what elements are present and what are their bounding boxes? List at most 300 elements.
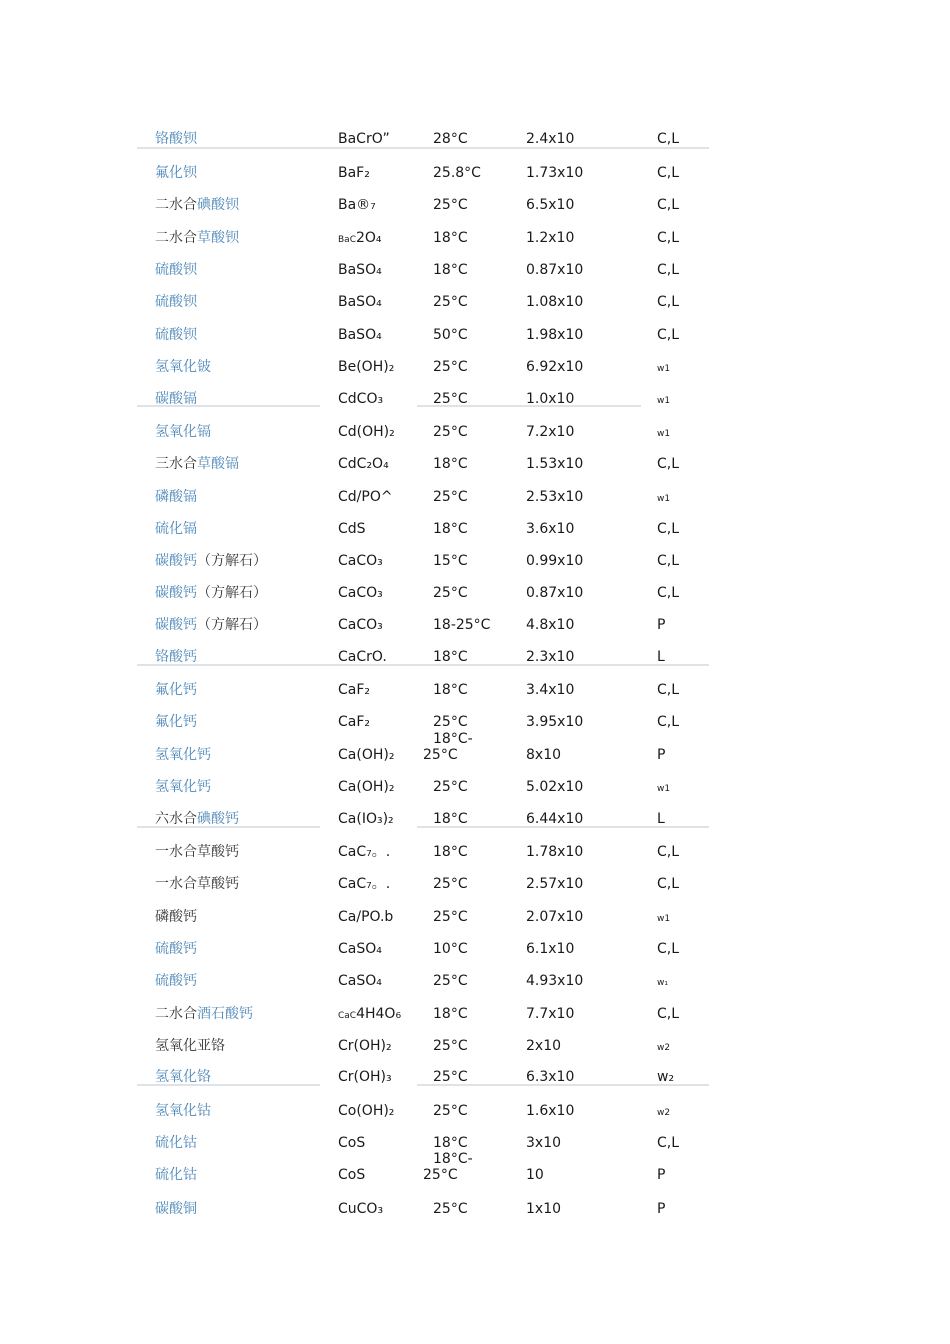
name-link-text: 铬酸钙 <box>155 649 197 665</box>
reference-text: w₂ <box>657 1069 675 1085</box>
temperature: 18°C <box>433 262 468 278</box>
formula-text: CuCO₃ <box>338 1201 384 1217</box>
reference-text: C,L <box>657 714 680 730</box>
ksp-value: 2.07x10 <box>526 909 584 925</box>
reference-code <box>657 747 665 763</box>
reference-text: C,L <box>657 262 680 278</box>
reference-text: C,L <box>657 1135 680 1151</box>
table-row <box>0 1069 950 1097</box>
reference-code <box>657 197 679 213</box>
name-prefix: 一水合草酸钙 <box>155 844 239 860</box>
reference-code <box>657 973 668 991</box>
reference-code <box>657 876 679 892</box>
table-row <box>0 1103 950 1131</box>
compound-name <box>155 811 239 827</box>
compound-name <box>155 424 211 440</box>
formula-text: CaCO₃ <box>338 585 383 601</box>
name-link-text: 氢氧化镉 <box>155 424 211 440</box>
formula-text: CdS <box>338 521 366 537</box>
ksp-value: 6.44x10 <box>526 811 584 827</box>
table-row <box>0 682 950 710</box>
reference-prefix: w <box>657 429 665 439</box>
chemical-formula <box>338 230 382 248</box>
compound-name <box>155 876 239 892</box>
reference-text: C,L <box>657 327 680 343</box>
name-link-text: 碳酸钙 <box>155 585 197 601</box>
compound-name <box>155 131 197 147</box>
formula-text: Ca(IO₃)₂ <box>338 811 394 827</box>
temperature: 18°C <box>433 521 468 537</box>
chemical-formula <box>338 327 382 343</box>
formula-text: CaSO₄ <box>338 941 382 957</box>
temperature: 25°C <box>433 294 468 310</box>
name-link-text: 草酸钡 <box>197 230 239 246</box>
name-link-text: 硫酸钙 <box>155 941 197 957</box>
compound-name <box>155 1167 197 1183</box>
reference-code <box>657 1135 679 1151</box>
temperature: 18°C <box>433 1006 468 1022</box>
temperature: 18°C <box>433 682 468 698</box>
reference-code <box>657 521 679 537</box>
name-link-text: 氢氧化钙 <box>155 747 211 763</box>
compound-name <box>155 294 197 310</box>
reference-code <box>657 714 679 730</box>
ksp-value: 1.53x10 <box>526 456 584 472</box>
temperature: 25°C <box>433 424 468 440</box>
compound-name <box>155 489 197 505</box>
reference-code <box>657 585 679 601</box>
ksp-value: 8x10 <box>526 747 562 763</box>
reference-code <box>657 909 670 927</box>
name-suffix: （方解石） <box>197 553 267 569</box>
temperature: 25°C <box>433 1069 468 1085</box>
compound-name <box>155 747 211 763</box>
chemical-formula <box>338 876 390 892</box>
temperature: 18°C <box>433 1135 468 1151</box>
table-row <box>0 1201 950 1229</box>
reference-text: 2 <box>664 1043 671 1053</box>
temperature: 25°C <box>433 197 468 213</box>
reference-prefix: w <box>657 784 665 794</box>
table-row <box>0 359 950 387</box>
chemical-formula <box>338 131 390 147</box>
table-row <box>0 617 950 645</box>
ksp-value: 3.4x10 <box>526 682 575 698</box>
formula-text: BaSO₄ <box>338 294 382 310</box>
name-suffix: （方解石） <box>197 617 267 633</box>
name-link-text: 硫酸钡 <box>155 327 197 343</box>
reference-code <box>657 1103 670 1121</box>
name-link-text: 碳酸钙 <box>155 617 197 633</box>
name-link-text: 硫酸钙 <box>155 973 197 989</box>
formula-text: BaCrO” <box>338 131 390 147</box>
reference-text: C,L <box>657 585 680 601</box>
ksp-value: 7.2x10 <box>526 424 575 440</box>
formula-text: 4H4O₆ <box>356 1006 402 1022</box>
name-link-text: 酒石酸钙 <box>197 1006 253 1022</box>
temperature: 18°C <box>433 649 468 665</box>
reference-code <box>657 1167 665 1183</box>
reference-code <box>657 359 670 377</box>
ksp-value: 1.6x10 <box>526 1103 575 1119</box>
name-link-text: 氟化钙 <box>155 714 197 730</box>
table-row <box>0 553 950 581</box>
ksp-value: 0.99x10 <box>526 553 584 569</box>
ksp-value: 1.98x10 <box>526 327 584 343</box>
ksp-value: 0.87x10 <box>526 262 584 278</box>
temperature: 18°C <box>433 844 468 860</box>
ksp-value: 1.73x10 <box>526 165 584 181</box>
formula-text: Ca/PO.b <box>338 909 394 925</box>
compound-name <box>155 617 267 633</box>
chemical-formula <box>338 165 370 181</box>
formula-text: CaC₇。. <box>338 876 391 892</box>
ksp-value: 1.0x10 <box>526 391 575 407</box>
ksp-value: 10 <box>526 1167 544 1183</box>
compound-name <box>155 1069 211 1085</box>
name-prefix: 一水合草酸钙 <box>155 876 239 892</box>
ksp-value: 2.57x10 <box>526 876 584 892</box>
temperature: 18°C <box>433 456 468 472</box>
reference-text: C,L <box>657 1006 680 1022</box>
ksp-value: 2.4x10 <box>526 131 575 147</box>
formula-text: Cr(OH)₃ <box>338 1069 392 1085</box>
table-row <box>0 1006 950 1034</box>
formula-prefix: BaC <box>338 235 356 245</box>
temperature-line-1: 18°C- <box>433 1151 473 1167</box>
reference-code <box>657 456 679 472</box>
ksp-value: 3.6x10 <box>526 521 575 537</box>
table-row <box>0 649 950 677</box>
table-row <box>0 131 950 159</box>
ksp-value: 1.08x10 <box>526 294 584 310</box>
reference-text: C,L <box>657 294 680 310</box>
compound-name <box>155 359 211 375</box>
chemical-formula <box>338 779 394 795</box>
name-prefix: 氢氧化亚铬 <box>155 1038 225 1054</box>
reference-code <box>657 131 679 147</box>
temperature: 25°C <box>433 1103 468 1119</box>
formula-text: BaF₂ <box>338 165 370 181</box>
reference-text: 1 <box>664 396 671 406</box>
reference-prefix: w <box>657 914 665 924</box>
reference-text: P <box>657 747 666 763</box>
chemical-formula <box>338 909 393 925</box>
chemical-formula <box>338 521 366 537</box>
chemical-formula <box>338 456 389 472</box>
name-link-text: 氟化钙 <box>155 682 197 698</box>
ksp-value: 7.7x10 <box>526 1006 575 1022</box>
formula-text: Ca(OH)₂ <box>338 747 395 763</box>
compound-name <box>155 779 211 795</box>
reference-code <box>657 489 670 507</box>
compound-name <box>155 1006 253 1022</box>
name-prefix: 磷酸钙 <box>155 909 197 925</box>
formula-text: BaSO₄ <box>338 327 382 343</box>
table-row <box>0 1135 950 1163</box>
reference-code <box>657 1201 665 1217</box>
table-row <box>0 876 950 904</box>
reference-text: 1 <box>664 494 671 504</box>
name-prefix: 二水合 <box>155 1006 197 1022</box>
formula-text: CdCO₃ <box>338 391 384 407</box>
formula-text: Ba®₇ <box>338 197 376 213</box>
formula-text: CaCO₃ <box>338 553 383 569</box>
chemical-formula <box>338 714 370 730</box>
chemical-formula <box>338 649 387 665</box>
reference-code <box>657 779 670 797</box>
formula-text: CoS <box>338 1167 366 1183</box>
compound-name <box>155 553 267 569</box>
compound-name <box>155 1038 225 1054</box>
chemical-formula <box>338 1167 365 1183</box>
reference-text: L <box>657 649 665 665</box>
temperature: 10°C <box>433 941 468 957</box>
chemical-formula <box>338 1006 401 1024</box>
compound-name <box>155 1103 211 1119</box>
chemical-formula <box>338 489 393 505</box>
reference-code <box>657 1006 679 1022</box>
chemical-formula <box>338 844 390 860</box>
compound-name <box>155 165 197 181</box>
table-row <box>0 165 950 193</box>
ksp-value: 5.02x10 <box>526 779 584 795</box>
formula-text: BaSO₄ <box>338 262 382 278</box>
formula-text: CoS <box>338 1135 366 1151</box>
name-link-text: 草酸镉 <box>197 456 239 472</box>
chemical-formula <box>338 294 382 310</box>
temperature: 15°C <box>433 553 468 569</box>
compound-name <box>155 909 197 925</box>
reference-text: C,L <box>657 131 680 147</box>
formula-text: CaF₂ <box>338 682 371 698</box>
chemical-formula <box>338 1069 392 1085</box>
name-link-text: 氢氧化铍 <box>155 359 211 375</box>
formula-text: Cr(OH)₂ <box>338 1038 392 1054</box>
formula-text: CaCrO. <box>338 649 387 665</box>
compound-name <box>155 230 239 246</box>
temperature: 28°C <box>433 131 468 147</box>
compound-name <box>155 391 197 407</box>
reference-text: P <box>657 1201 666 1217</box>
ksp-value: 2.53x10 <box>526 489 584 505</box>
reference-prefix: w <box>657 978 665 988</box>
reference-code <box>657 844 679 860</box>
table-row <box>0 714 950 742</box>
ksp-value: 4.8x10 <box>526 617 575 633</box>
chemical-formula <box>338 1103 394 1119</box>
formula-text: 2O₄ <box>355 230 382 246</box>
table-row <box>0 973 950 1001</box>
formula-text: Cd(OH)₂ <box>338 424 395 440</box>
chemical-formula <box>338 585 383 601</box>
reference-text: C,L <box>657 553 680 569</box>
temperature: 25°C <box>433 1038 468 1054</box>
reference-code <box>657 262 679 278</box>
formula-text: CaCO₃ <box>338 617 383 633</box>
table-row <box>0 811 950 839</box>
name-link-text: 碘酸钙 <box>197 811 239 827</box>
reference-text: 1 <box>664 784 671 794</box>
compound-name <box>155 197 239 213</box>
table-row <box>0 262 950 290</box>
temperature-line-2: 25°C <box>423 1167 458 1183</box>
ksp-value: 6.5x10 <box>526 197 575 213</box>
temperature: 25°C <box>433 489 468 505</box>
reference-code <box>657 649 665 665</box>
table-row <box>0 941 950 969</box>
reference-text: 1 <box>664 364 671 374</box>
chemical-formula <box>338 617 383 633</box>
reference-text: C,L <box>657 165 680 181</box>
name-link-text: 碘酸钡 <box>197 197 239 213</box>
ksp-value: 6.3x10 <box>526 1069 575 1085</box>
reference-code <box>657 1069 674 1085</box>
reference-prefix: w <box>657 494 665 504</box>
temperature: 25°C <box>433 1201 468 1217</box>
compound-name <box>155 1135 197 1151</box>
reference-text: 2 <box>664 1108 671 1118</box>
table-row <box>0 391 950 419</box>
ksp-value: 6.1x10 <box>526 941 575 957</box>
table-row <box>0 489 950 517</box>
reference-text: C,L <box>657 876 680 892</box>
compound-name <box>155 585 267 601</box>
ksp-value: 1.78x10 <box>526 844 584 860</box>
name-link-text: 氟化钡 <box>155 165 197 181</box>
table-row <box>0 1038 950 1066</box>
compound-name <box>155 973 197 989</box>
compound-name <box>155 262 197 278</box>
ksp-value: 4.93x10 <box>526 973 584 989</box>
reference-prefix: w <box>657 364 665 374</box>
ksp-value: 2.3x10 <box>526 649 575 665</box>
chemical-formula <box>338 941 382 957</box>
reference-text: P <box>657 617 666 633</box>
chemical-formula <box>338 391 383 407</box>
compound-name <box>155 327 197 343</box>
name-link-text: 铬酸钡 <box>155 131 197 147</box>
table-row <box>0 1151 950 1195</box>
compound-name <box>155 1201 197 1217</box>
name-link-text: 碳酸铜 <box>155 1201 197 1217</box>
name-link-text: 硫酸钡 <box>155 262 197 278</box>
ksp-value: 3.95x10 <box>526 714 584 730</box>
table-row <box>0 585 950 613</box>
name-link-text: 硫酸钡 <box>155 294 197 310</box>
chemical-formula <box>338 1201 383 1217</box>
temperature: 25°C <box>433 585 468 601</box>
temperature: 25°C <box>433 876 468 892</box>
chemical-formula <box>338 553 383 569</box>
chemical-formula <box>338 1038 392 1054</box>
formula-text: Cd/PO^ <box>338 489 393 505</box>
compound-name <box>155 714 197 730</box>
name-suffix: （方解石） <box>197 585 267 601</box>
reference-text: P <box>657 1167 666 1183</box>
reference-prefix: w <box>657 396 665 406</box>
ksp-value: 2x10 <box>526 1038 562 1054</box>
name-link-text: 硫化镉 <box>155 521 197 537</box>
compound-name <box>155 456 239 472</box>
ksp-value: 1.2x10 <box>526 230 575 246</box>
chemical-formula <box>338 197 376 213</box>
name-prefix: 二水合 <box>155 197 197 213</box>
temperature-line-2: 25°C <box>423 747 458 763</box>
formula-text: CaF₂ <box>338 714 371 730</box>
temperature: 25°C <box>433 714 468 730</box>
temperature: 25°C <box>433 909 468 925</box>
formula-text: CaSO₄ <box>338 973 382 989</box>
table-row <box>0 327 950 355</box>
name-prefix: 三水合 <box>155 456 197 472</box>
reference-code <box>657 811 665 827</box>
chemical-formula <box>338 359 394 375</box>
reference-text: C,L <box>657 844 680 860</box>
temperature: 18°C <box>433 811 468 827</box>
chemical-formula <box>338 811 394 827</box>
formula-text: Ca(OH)₂ <box>338 779 395 795</box>
reference-code <box>657 294 679 310</box>
temperature: 25°C <box>433 359 468 375</box>
temperature: 25°C <box>433 779 468 795</box>
temperature: 18-25°C <box>433 617 491 633</box>
compound-name <box>155 521 197 537</box>
ksp-value: 0.87x10 <box>526 585 584 601</box>
reference-code <box>657 553 679 569</box>
name-link-text: 硫化钴 <box>155 1135 197 1151</box>
name-prefix: 六水合 <box>155 811 197 827</box>
temperature: 25.8°C <box>433 165 481 181</box>
name-prefix: 二水合 <box>155 230 197 246</box>
table-row <box>0 424 950 452</box>
compound-name <box>155 941 197 957</box>
name-link-text: 氢氧化钴 <box>155 1103 211 1119</box>
name-link-text: 磷酸镉 <box>155 489 197 505</box>
chemical-formula <box>338 262 382 278</box>
compound-name <box>155 844 239 860</box>
formula-text: Co(OH)₂ <box>338 1103 395 1119</box>
temperature: 25°C <box>433 973 468 989</box>
table-row <box>0 456 950 484</box>
reference-prefix: w <box>657 1108 665 1118</box>
reference-text: 1 <box>664 429 671 439</box>
reference-code <box>657 327 679 343</box>
name-link-text: 硫化钴 <box>155 1167 197 1183</box>
reference-code <box>657 1038 670 1056</box>
reference-code <box>657 682 679 698</box>
reference-text: L <box>657 811 665 827</box>
ksp-value: 3x10 <box>526 1135 562 1151</box>
reference-text: C,L <box>657 941 680 957</box>
reference-code <box>657 165 679 181</box>
chemical-formula <box>338 682 370 698</box>
table-row <box>0 197 950 225</box>
reference-text: C,L <box>657 682 680 698</box>
name-link-text: 碳酸钙 <box>155 553 197 569</box>
ksp-value: 6.92x10 <box>526 359 584 375</box>
table-row <box>0 844 950 872</box>
reference-text: C,L <box>657 230 680 246</box>
table-row <box>0 521 950 549</box>
chemical-formula <box>338 973 382 989</box>
table-row <box>0 294 950 322</box>
formula-text: CdC₂O₄ <box>338 456 389 472</box>
name-link-text: 氢氧化铬 <box>155 1069 211 1085</box>
temperature: 18°C <box>433 230 468 246</box>
reference-text: C,L <box>657 197 680 213</box>
reference-text: C,L <box>657 456 680 472</box>
